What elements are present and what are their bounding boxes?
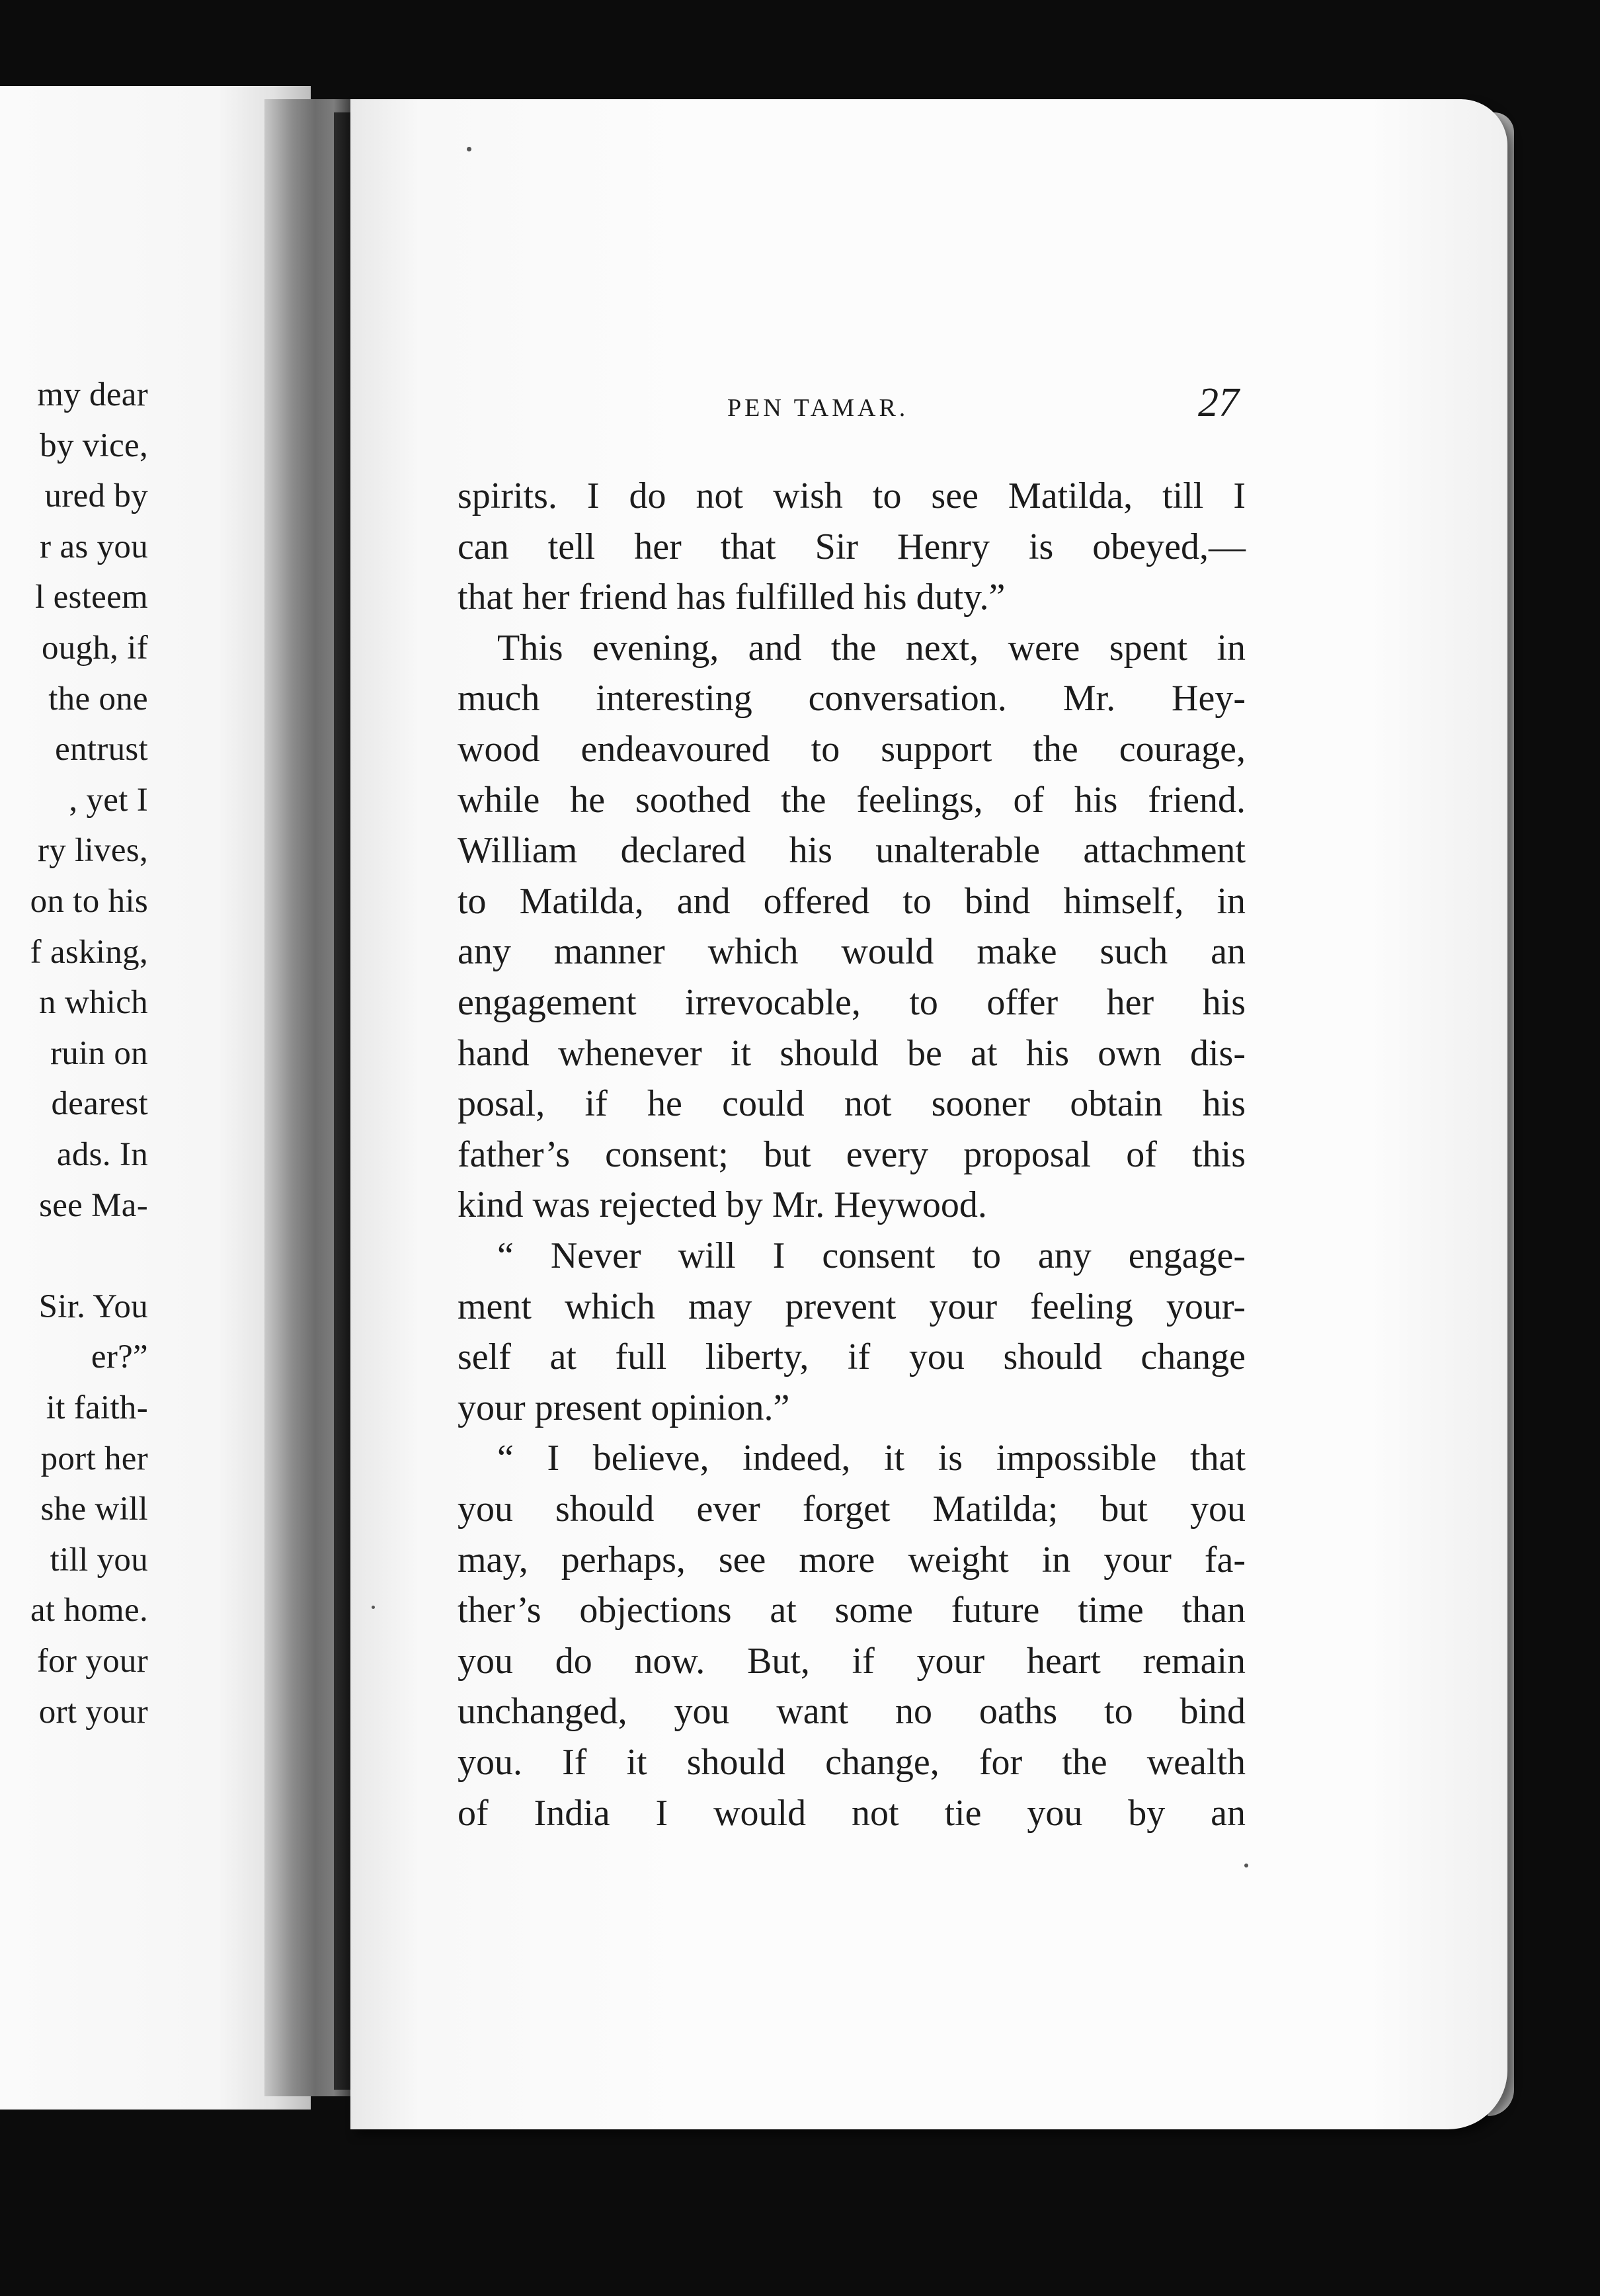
body-line: of India I would not tie you by an [458,1792,1246,1834]
ink-speck [1244,1864,1248,1867]
body-line: ment which may prevent your feeling your- [458,1286,1246,1327]
facing-page-line: f asking, [30,933,148,971]
body-line: wood endeavoured to support the courage, [458,729,1246,770]
body-line: William declared his unalterable attachment [458,830,1246,872]
facing-page-line: ads. In [56,1136,148,1173]
body-line: “ Never will I consent to any engage- [497,1235,1246,1276]
facing-page-line: port her [40,1440,148,1477]
body-line: spirits. I do not wish to see Matilda, till I [458,475,1246,516]
body-line: you do now. But, if your heart remain [458,1640,1246,1682]
body-line: self at full liberty, if you should change [458,1336,1246,1378]
facing-page-line: on to his [30,883,148,920]
body-line: This evening, and the next, were spent in [497,627,1246,669]
body-line: while he soothed the feelings, of his friend. [458,779,1246,821]
body-line: posal, if he could not sooner obtain his [458,1083,1246,1125]
facing-page-line: ort your [38,1693,148,1731]
facing-page-line: at home. [30,1592,148,1629]
body-line: hand whenever it should be at his own dis- [458,1032,1246,1074]
body-line: engagement irrevocable, to offer her his [458,982,1246,1023]
facing-page-line: r as you [40,528,148,565]
facing-page-line: till you [50,1541,148,1578]
body-line: much interesting conversation. Mr. Hey- [458,678,1246,719]
facing-page-line: entrust [55,731,148,768]
facing-page-line: ruin on [50,1034,148,1072]
body-line: father’s consent; but every proposal of this [458,1133,1246,1175]
facing-page-line: Sir. You [38,1288,148,1325]
facing-page-line: n which [39,984,148,1022]
body-line: any manner which would make such an [458,931,1246,973]
body-line: that her friend has fulfilled his duty.” [458,577,1006,618]
facing-page-line: er?” [91,1338,148,1376]
running-head: PEN TAMAR. [727,394,909,422]
facing-page-line: the one [48,680,148,718]
facing-page-line: my dear [37,376,148,413]
facing-page-line: ured by [44,477,148,515]
facing-page-line: ough, if [41,630,148,667]
body-line: kind was rejected by Mr. Heywood. [458,1184,987,1226]
body-line: you. If it should change, for the wealth [458,1742,1246,1783]
body-line: unchanged, you want no oaths to bind [458,1691,1246,1733]
body-line: can tell her that Sir Henry is obeyed,— [458,526,1246,567]
facing-page-line: , yet I [69,781,148,819]
facing-page-line: by vice, [40,427,148,464]
body-line: to Matilda, and offered to bind himself, in [458,880,1246,922]
ink-speck [372,1606,375,1609]
facing-page-line: l esteem [35,579,148,616]
facing-page-line: she will [40,1491,148,1528]
facing-page-line: ry lives, [37,832,148,870]
page-number: 27 [1198,380,1239,425]
ink-speck [467,147,471,151]
body-line: your present opinion.” [458,1387,790,1428]
body-line: ther’s objections at some future time than [458,1590,1246,1631]
body-line: “ I believe, indeed, it is impossible that [497,1438,1246,1479]
body-line: you should ever forget Matilda; but you [458,1489,1246,1530]
facing-page-line: for your [36,1643,148,1680]
facing-page-line: it faith- [46,1389,148,1426]
facing-page-line: see Ma- [39,1186,148,1224]
facing-page-line: dearest [51,1085,148,1123]
body-line: may, perhaps, see more weight in your fa- [458,1539,1246,1580]
